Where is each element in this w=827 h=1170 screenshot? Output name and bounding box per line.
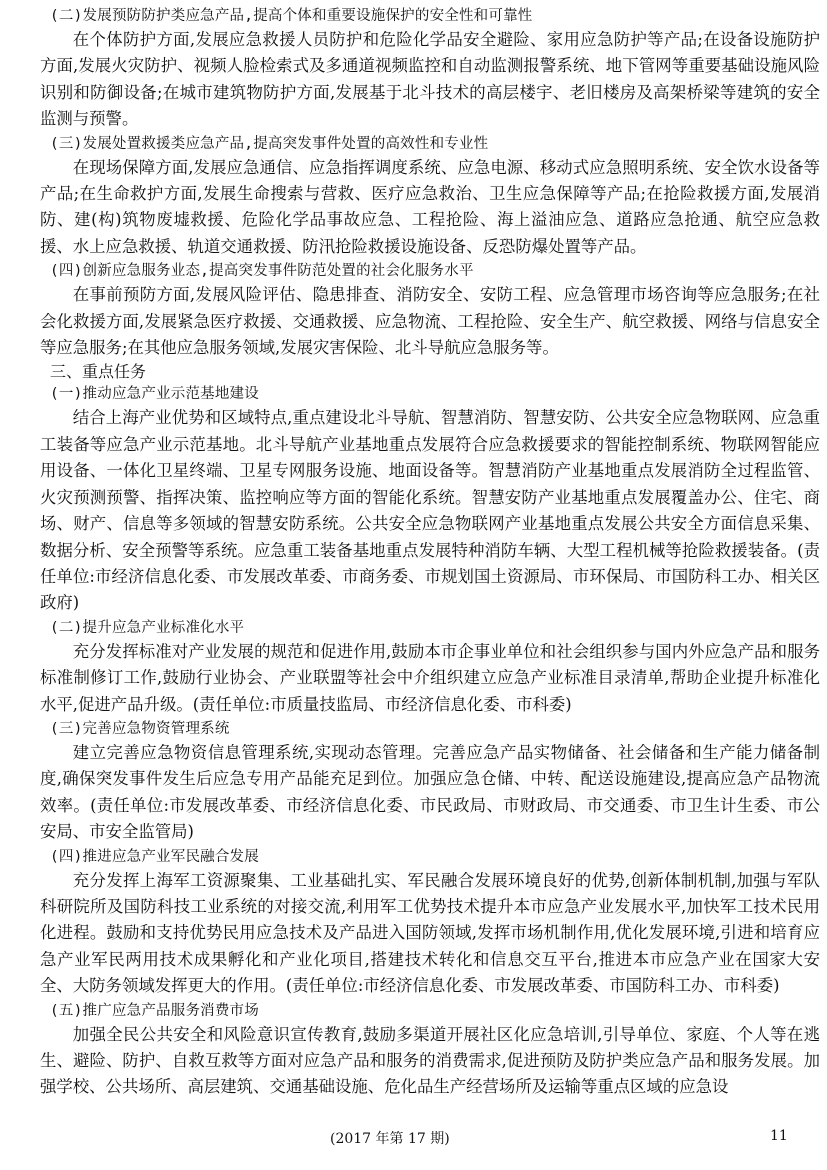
body-paragraph: 在现场保障方面,发展应急通信、应急指挥调度系统、应急电源、移动式应急照明系统、安全饮水设备等产品;在生命救护方面,发展生命搜索与营救、医疗应急救治、卫生应急保障等产品;在抢险救援方面,发展消防、建(构)筑物废墟救援、危险化学品事故应急、工程抢险、海上溢油应急、道路应急抢通、航空应急救援、水上应急救援、轨道交通救援、防汛抢险救援设施设备、反恐防爆处置等产品。 xyxy=(40,157,820,256)
body-paragraph: 充分发挥标准对产业发展的规范和促进作用,鼓励本市企事业单位和社会组织参与国内外应急产品和服务标准制修订工作,鼓励行业协会、产业联盟等社会中介组织建立应急产业标准目录清单,帮助企业提升标准化水平,促进产品升级。(责任单位:市质量技监局、市经济信息化委、市科委) xyxy=(40,641,820,714)
body-paragraph: 结合上海产业优势和区域特点,重点建设北斗导航、智慧消防、智慧安防、公共安全应急物联网、应急重工装备等应急产业示范基地。北斗导航产业基地重点发展符合应急救援要求的智能控制系统、物联网智能应用设备、一体化卫星终端、卫星专网服务设施、地面设备等。智慧消防产业基地重点发展消防全过程监管、火灾预测预警、指挥决策、监控响应等方面的智能化系统。智慧安防产业基地重点发展覆盖办公、住宅、商场、财产、信息等多领域的智慧安防系统。公共安全应急物联网产业基地重点发展公共安全方面信息采集、数据分析、安全预警等系统。应急重工装备基地重点发展特种消防车辆、大型工程机械等抢险救援装备。(责任单位:市经济信息化委、市发展改革委、市商务委、市规划国土资源局、市环保局、市国防科工办、相关区政府) xyxy=(40,408,820,613)
body-paragraph: 在事前预防方面,发展风险评估、隐患排查、消防安全、安防工程、应急管理市场咨询等应急服务;在社会化救援方面,发展紧急医疗救援、交通救援、应急物流、工程抢险、安全生产、航空救援、网络与信息安全等应急服务;在其他应急服务领域,发展灾害保险、北斗导航应急服务等。 xyxy=(40,285,820,358)
subsection-heading: (五)推广应急产品服务消费市场 xyxy=(50,1002,259,1019)
subsection-heading: (四)创新应急服务业态,提高突发事件防范处置的社会化服务水平 xyxy=(50,263,474,280)
document-body xyxy=(40,5,820,1101)
body-paragraph: 加强全民公共安全和风险意识宣传教育,鼓励多渠道开展社区化应急培训,引导单位、家庭、个人等在逃生、避险、防护、自救互救等方面对应急产品和服务的消费需求,促进预防及防护类应急产品和服务发展。加强学校、公共场所、高层建筑、交通基础设施、危化品生产经营场所及运输等重点区域的应急设 xyxy=(40,1024,820,1097)
subsection-heading: (二)发展预防防护类应急产品,提高个体和重要设施保护的安全性和可靠性 xyxy=(50,8,533,24)
subsection-heading: (二)提升应急产业标准化水平 xyxy=(50,619,245,636)
page-number: 11 xyxy=(770,1128,788,1144)
body-paragraph: 在个体防护方面,发展应急救援人员防护和危险化学品安全避险、家用应急防护等产品;在设备设施防护方面,发展火灾防护、视频人脸检索式及多通道视频监控和自动监测报警系统、地下管网等重要基础设施风险识别和防御设备;在城市建筑物防护方面,发展基于北斗技术的高层楼宇、老旧楼房及高架桥梁等建筑的安全监测与预警。 xyxy=(40,30,820,129)
body-paragraph: 充分发挥上海军工资源聚集、工业基础扎实、军民融合发展环境良好的优势,创新体制机制,加强与军队科研院所及国防科技工业系统的对接交流,利用军工优势技术提升本市应急产业发展水平,加快军工技术民用化进程。鼓励和支持优势民用应急技术及产品进入国防领域,发挥市场机制作用,优化发展环境,引进和培育应急产业军民两用技术成果孵化和产业化项目,搭建技术转化和信息交互平台,推进本市应急产业在国家大安全、大防务领域发挥更大的作用。(责任单位:市经济信息化委、市发展改革委、市国防科工办、市科委) xyxy=(40,870,820,996)
section-heading: 三、重点任务 xyxy=(50,362,147,382)
subsection-heading: (三)完善应急物资管理系统 xyxy=(50,720,230,737)
subsection-heading: (三)发展处置救援类应急产品,提高突发事件处置的高效性和专业性 xyxy=(50,135,489,152)
subsection-heading: (一)推动应急产业示范基地建设 xyxy=(50,386,259,403)
issue-label: (2017 年第 17 期) xyxy=(330,1131,450,1147)
subsection-heading: (四)推进应急产业军民融合发展 xyxy=(50,848,259,865)
page-footer xyxy=(0,1128,827,1152)
body-paragraph: 建立完善应急物资信息管理系统,实现动态管理。完善应急产品实物储备、社会储备和生产能力储备制度,确保突发事件发生后应急专用产品能充足到位。加强应急仓储、中转、配送设施建设,提高应急产品物流效率。(责任单位:市发展改革委、市经济信息化委、市民政局、市财政局、市交通委、市卫生计生委、市公安局、市安全监管局) xyxy=(40,742,820,842)
